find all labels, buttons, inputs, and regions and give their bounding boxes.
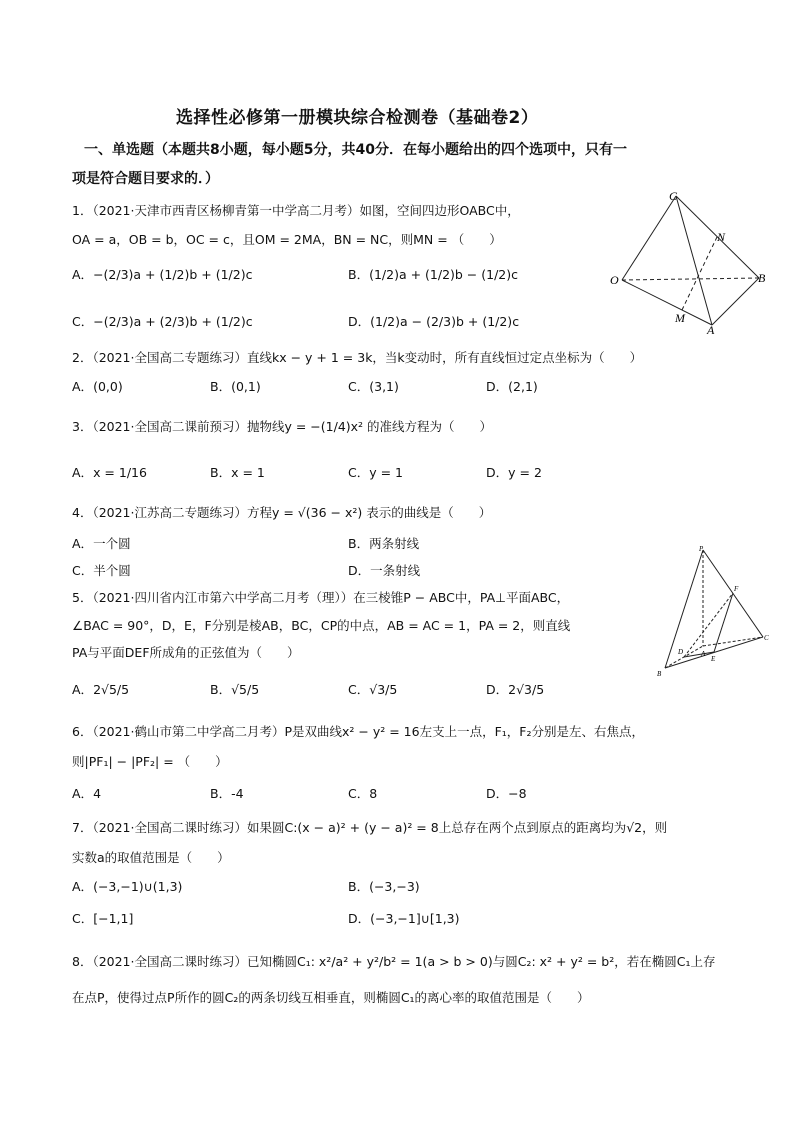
q5-line3: PA与平面DEF所成角的正弦值为（ ） bbox=[72, 645, 300, 660]
q2-option-d: D．(2,1) bbox=[486, 379, 538, 394]
q4-option-d: D．一条射线 bbox=[348, 563, 421, 578]
fig2-label-e: E bbox=[711, 655, 716, 663]
q6-option-a-text: 4 bbox=[93, 786, 102, 801]
q6-line2: 则|PF₁| − |PF₂| = （ ） bbox=[72, 754, 228, 769]
q7-option-b-text: (−3,−3) bbox=[369, 879, 420, 894]
fig1-label-m: M bbox=[675, 311, 685, 325]
fig1-label-b: B bbox=[758, 271, 766, 285]
q5-option-d-text: 2√3/5 bbox=[508, 682, 545, 697]
q3-option-a: A．x = 1/16 bbox=[72, 465, 147, 480]
q5-option-a: A．2√5/5 bbox=[72, 682, 130, 697]
q5-option-b-text: √5/5 bbox=[231, 682, 260, 697]
q6-line1: 6．（2021·鹤山市第二中学高二月考）P是双曲线x² − y² = 16左支上一点，F₁，F₂分别是左、右焦点， bbox=[72, 724, 644, 739]
fig2-label-b: B bbox=[657, 670, 662, 678]
q7-option-c-text: [−1,1] bbox=[93, 911, 134, 926]
q3-line1: 3．（2021·全国高二课前预习）抛物线y = −(1/4)x² 的准线方程为（ ） bbox=[72, 419, 493, 434]
q1-option-c: C．−(2/3)a + (2/3)b + (1/2)c bbox=[72, 314, 253, 329]
q2-option-c: C．(3,1) bbox=[348, 379, 399, 394]
q8-line2: 在点P，使得过点P所作的圆C₂的两条切线互相垂直，则椭圆C₁的离心率的取值范围是（ ） bbox=[72, 990, 590, 1005]
q2-option-c-text: (3,1) bbox=[369, 379, 399, 394]
fig1-label-a: A bbox=[707, 323, 715, 337]
q6-option-c: C．8 bbox=[348, 786, 378, 801]
q2-option-b: B．(0,1) bbox=[210, 379, 261, 394]
q5-option-b: B．√5/5 bbox=[210, 682, 260, 697]
q4-line1: 4．（2021·江苏高二专题练习）方程y = √(36 − x²) 表示的曲线是（ ） bbox=[72, 505, 492, 520]
q7-option-d: D．(−3,−1]∪[1,3) bbox=[348, 911, 460, 926]
q3-option-d-text: y = 2 bbox=[508, 465, 542, 480]
q1-option-c-text: −(2/3)a + (2/3)b + (1/2)c bbox=[93, 314, 253, 329]
q4-option-a: A．一个圆 bbox=[72, 536, 131, 551]
q2-option-a-text: (0,0) bbox=[93, 379, 123, 394]
q2-option-b-text: (0,1) bbox=[231, 379, 261, 394]
q3-option-c: C．y = 1 bbox=[348, 465, 404, 480]
fig2-label-p: P bbox=[699, 545, 704, 553]
q5-line2: ∠BAC = 90°，D，E，F分别是棱AB，BC，CP的中点，AB = AC = 1，PA = 2，则直线 bbox=[72, 618, 571, 633]
q8-line1: 8．（2021·全国高二课时练习）已知椭圆C₁: x²/a² + y²/b² = 1(a > b > 0)与圆C₂: x² + y² = b²，若在椭圆C₁上存 bbox=[72, 954, 716, 969]
q4-option-d-text: 一条射线 bbox=[370, 563, 421, 578]
q2-line1: 2．（2021·全国高二专题练习）直线kx − y + 1 = 3k，当k变动时，所有直线恒过定点坐标为（ ） bbox=[72, 350, 643, 365]
q2-option-a: A．(0,0) bbox=[72, 379, 123, 394]
q7-line2: 实数a的取值范围是（ ） bbox=[72, 850, 230, 865]
q2-option-d-text: (2,1) bbox=[508, 379, 538, 394]
fig1-label-o: O bbox=[610, 273, 619, 287]
fig2-label-d: D bbox=[678, 648, 684, 656]
q7-option-a: A．(−3,−1)∪(1,3) bbox=[72, 879, 183, 894]
q7-option-b: B．(−3,−3) bbox=[348, 879, 420, 894]
figure-pyramid-pabc bbox=[652, 544, 772, 680]
q4-option-a-text: 一个圆 bbox=[93, 536, 131, 551]
q6-option-b: B．-4 bbox=[210, 786, 244, 801]
section-header-line1: 一、单选题（本题共8小题，每小题5分，共40分．在每小题给出的四个选项中，只有一 bbox=[84, 142, 627, 158]
q6-option-d-text: −8 bbox=[508, 786, 527, 801]
q6-option-c-text: 8 bbox=[369, 786, 378, 801]
q4-option-b: B．两条射线 bbox=[348, 536, 420, 551]
fig2-label-c: C bbox=[764, 634, 769, 642]
q5-option-a-text: 2√5/5 bbox=[93, 682, 130, 697]
fig2-label-a: A bbox=[701, 650, 706, 658]
q6-option-d: D．−8 bbox=[486, 786, 527, 801]
q5-option-d: D．2√3/5 bbox=[486, 682, 545, 697]
q1-line1: 1．（2021·天津市西青区杨柳青第一中学高二月考）如图，空间四边形OABC中， bbox=[72, 203, 520, 218]
q1-option-a-text: −(2/3)a + (1/2)b + (1/2)c bbox=[93, 267, 253, 282]
q1-option-d-text: (1/2)a − (2/3)b + (1/2)c bbox=[370, 314, 520, 329]
fig1-label-c: C bbox=[669, 189, 678, 203]
fig2-label-f: F bbox=[734, 585, 739, 593]
q7-option-d-text: (−3,−1]∪[1,3) bbox=[370, 911, 460, 926]
q1-option-a: A．−(2/3)a + (1/2)b + (1/2)c bbox=[72, 267, 253, 282]
q7-option-a-text: (−3,−1)∪(1,3) bbox=[93, 879, 183, 894]
q5-option-c-text: √3/5 bbox=[369, 682, 398, 697]
q5-option-c: C．√3/5 bbox=[348, 682, 398, 697]
q1-option-b-text: (1/2)a + (1/2)b − (1/2)c bbox=[369, 267, 518, 282]
figure-tetrahedron-oabc bbox=[606, 188, 776, 338]
q4-option-c: C．半个圆 bbox=[72, 563, 131, 578]
q7-option-c: C．[−1,1] bbox=[72, 911, 134, 926]
q1-option-d: D．(1/2)a − (2/3)b + (1/2)c bbox=[348, 314, 520, 329]
q3-option-b-text: x = 1 bbox=[231, 465, 265, 480]
q4-option-b-text: 两条射线 bbox=[369, 536, 420, 551]
q5-line1: 5．（2021·四川省内江市第六中学高二月考（理））在三棱锥P − ABC中，PA⊥平面ABC， bbox=[72, 590, 570, 605]
page-title: 选择性必修第一册模块综合检测卷（基础卷2） bbox=[176, 108, 539, 128]
q3-option-d: D．y = 2 bbox=[486, 465, 542, 480]
q3-option-b: B．x = 1 bbox=[210, 465, 265, 480]
q3-option-a-text: x = 1/16 bbox=[93, 465, 147, 480]
q4-option-c-text: 半个圆 bbox=[93, 563, 131, 578]
q7-line1: 7．（2021·全国高二课时练习）如果圆C:(x − a)² + (y − a)² = 8上总存在两个点到原点的距离均为√2，则 bbox=[72, 820, 668, 835]
q6-option-a: A．4 bbox=[72, 786, 102, 801]
q1-line2: OA = a，OB = b，OC = c，且OM = 2MA，BN = NC，则MN = （ ） bbox=[72, 232, 502, 247]
q3-option-c-text: y = 1 bbox=[369, 465, 404, 480]
q1-option-b: B．(1/2)a + (1/2)b − (1/2)c bbox=[348, 267, 518, 282]
section-header-line2: 项是符合题目要求的．） bbox=[72, 171, 219, 187]
fig1-label-n: N bbox=[717, 230, 726, 244]
q6-option-b-text: -4 bbox=[231, 786, 244, 801]
